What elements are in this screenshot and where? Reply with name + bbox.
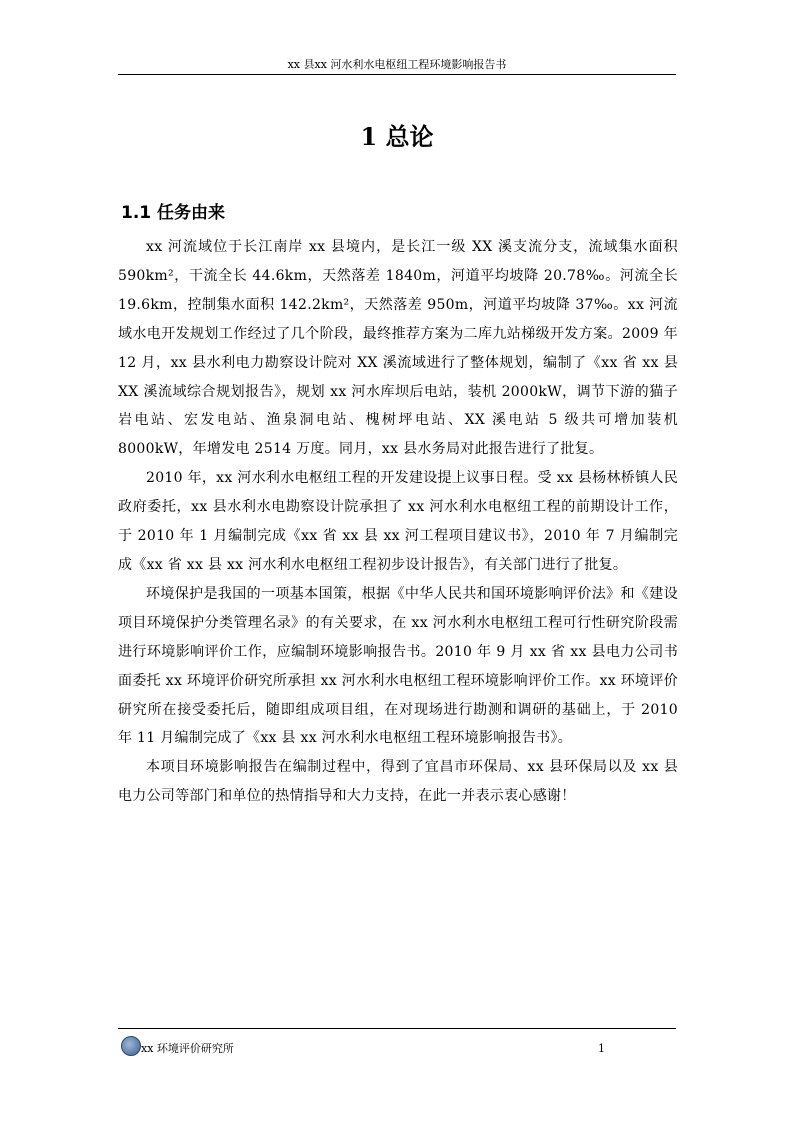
section-heading: 1.1 任务由来 xyxy=(121,203,226,223)
body-text xyxy=(118,233,678,811)
institute-logo-icon xyxy=(121,1036,141,1056)
paragraph-development: 2010 年，xx 河水利水电枢纽工程的开发建设提上议事日程。受 xx 县杨林桥镇人民政府委托，xx 县水利水电勘察设计院承担了 xx 河水利水电枢纽工程的前期设计工作，于 2010 年 1 月编制完成《xx 省 xx 县 xx 河工程项目建议书》，2010 年 7 月编制完成《xx 省 xx 县 xx 河水利水电枢纽工程初步设计报告》，有关部门进行了批复。 xyxy=(118,470,678,573)
paragraph-background: xx 河流域位于长江南岸 xx 县境内，是长江一级 XX 溪支流分支，流域集水面积 590km²，干流全长 44.6km，天然落差 1840m，河道平均坡降 20.78‰。河流全长 19.6km，控制集水面积 142.2km²，天然落差 950m，河道平均坡降 37‰。xx 河流域水电开发规划工作经过了几个阶段，最终推荐方案为二库九站梯级开发方案。2009 年 12 月，xx 县水利电力勘察设计院对 XX 溪流域进行了整体规划，编制了《xx 省 xx 县 XX 溪流域综合规划报告》，规划 xx 河水库坝后电站，装机 2000kW，调节下游的猫子岩电站、宏发电站、渔泉洞电站、槐树坪电站、XX 溪电站 5 级共可增加装机 8000kW，年增发电 2514 万度。同月，xx 县水务局对此报告进行了批复。 xyxy=(118,239,678,458)
paragraph-environmental-policy: 环境保护是我国的一项基本国策，根据《中华人民共和国环境影响评价法》和《建设项目环境保护分类管理名录》的有关要求，在 xx 河水利水电枢纽工程可行性研究阶段需进行环境影响评价工作，应编制环境影响报告书。2010 年 9 月 xx 省 xx 县电力公司书面委托 xx 环境评价研究所承担 xx 河水利水电枢纽工程环境影响评价工作。xx 环境评价研究所在接受委托后，随即组成项目组，在对现场进行勘测和调研的基础上，于 2010 年 11 月编制完成了《xx 县 xx 河水利水电枢纽工程环境影响报告书》。 xyxy=(118,585,678,747)
header-divider xyxy=(118,74,676,75)
chapter-title: 1 总论 xyxy=(360,122,434,151)
footer-organization: xx 环境评价研究所 xyxy=(141,1042,234,1055)
footer-divider xyxy=(118,1028,676,1029)
page-number: 1 xyxy=(598,1042,605,1055)
running-header: xx 县xx 河水利水电枢纽工程环境影响报告书 xyxy=(287,58,507,71)
paragraph-acknowledgement: 本项目环境影响报告在编制过程中，得到了宜昌市环保局、xx 县环保局以及 xx 县电力公司等部门和单位的热情指导和大力支持，在此一并表示衷心感谢！ xyxy=(118,759,678,805)
